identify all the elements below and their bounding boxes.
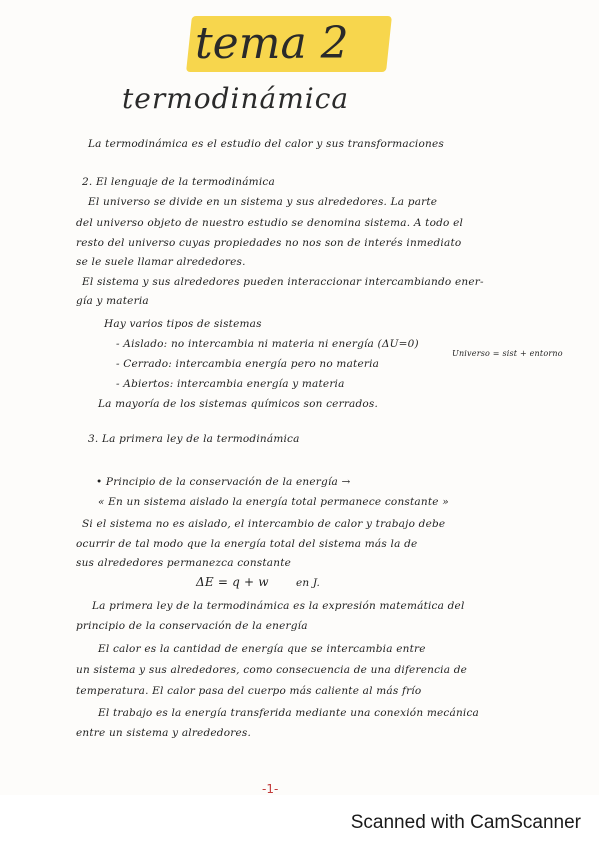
section-3-heading: 3. La primera ley de la termodinámica xyxy=(88,433,300,445)
system-type-item: - Abiertos: intercambia energía y materia xyxy=(116,378,345,390)
section-2-line: El universo se divide en un sistema y sus alrededores. La parte xyxy=(88,196,438,208)
page-number: -1- xyxy=(262,782,279,796)
first-law-equation: ΔE = q + w xyxy=(196,575,269,589)
section-3-line: entre un sistema y alrededores. xyxy=(76,727,252,739)
principle-bullet: • Principio de la conservación de la energía → xyxy=(96,476,351,488)
section-2-line: se le suele llamar alrededores. xyxy=(76,256,246,268)
section-2-line: del universo objeto de nuestro estudio se denomina sistema. A todo el xyxy=(76,217,464,229)
systems-closing: La mayoría de los sistemas químicos son cerrados. xyxy=(98,398,379,410)
side-note: Universo = sist + entorno xyxy=(452,349,563,358)
section-3-line: ocurrir de tal modo que la energía total del sistema más la de xyxy=(76,538,418,550)
section-2-line: gía y materia xyxy=(76,295,149,307)
scanner-watermark: Scanned with CamScanner xyxy=(350,812,581,833)
section-3-line: temperatura. El calor pasa del cuerpo más caliente al más frío xyxy=(76,685,422,697)
section-2-line: El sistema y sus alrededores pueden interaccionar intercambiando ener- xyxy=(82,276,484,288)
section-3-line: sus alrededores permanezca constante xyxy=(76,557,292,569)
principle-quote: « En un sistema aislado la energía total permanece constante » xyxy=(98,496,449,508)
equation-unit: en J. xyxy=(296,577,321,589)
page-title: tema 2 xyxy=(195,18,349,69)
section-3-line: un sistema y sus alrededores, como consecuencia de una diferencia de xyxy=(76,664,468,676)
system-type-item: - Aislado: no intercambia ni materia ni energía (ΔU=0) xyxy=(116,338,419,350)
system-type-item: - Cerrado: intercambia energía pero no materia xyxy=(116,358,380,370)
page-subtitle: termodinámica xyxy=(122,82,350,115)
section-3-line: Si el sistema no es aislado, el intercambio de calor y trabajo debe xyxy=(82,518,446,530)
section-3-line: El calor es la cantidad de energía que se intercambia entre xyxy=(98,643,426,655)
section-3-line: principio de la conservación de la energía xyxy=(76,620,308,632)
section-3-line: La primera ley de la termodinámica es la expresión matemática del xyxy=(92,600,465,612)
intro-text: La termodinámica es el estudio del calor y sus transformaciones xyxy=(88,138,444,150)
section-3-line: El trabajo es la energía transferida mediante una conexión mecánica xyxy=(98,707,480,719)
section-2-heading: 2. El lenguaje de la termodinámica xyxy=(82,176,275,188)
section-2-line: resto del universo cuyas propiedades no nos son de interés inmediato xyxy=(76,237,462,249)
types-intro: Hay varios tipos de sistemas xyxy=(104,318,262,330)
